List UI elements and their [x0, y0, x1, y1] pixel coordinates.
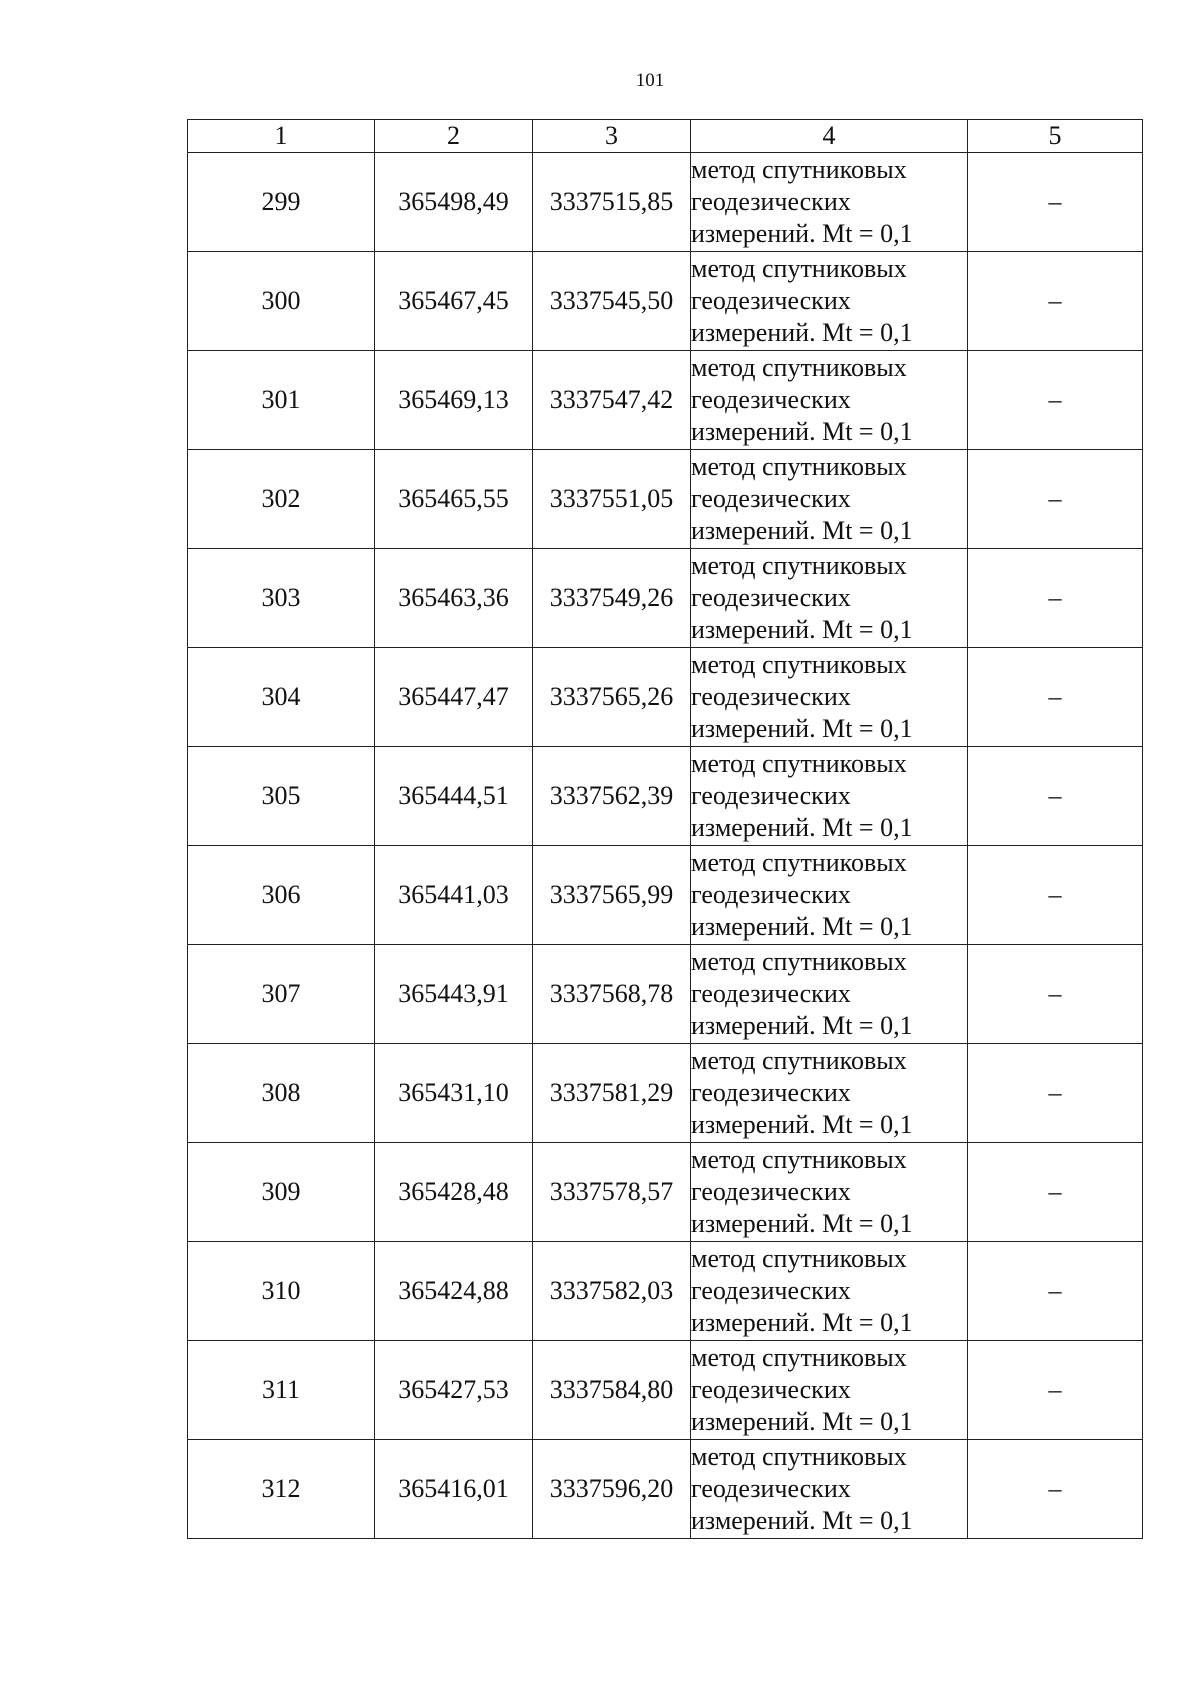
- method-cell: [691, 549, 968, 648]
- method-line: измерений. Mt = 0,1: [691, 1110, 913, 1139]
- method-line: геодезических: [691, 484, 851, 513]
- column-5-cell: –: [968, 153, 1143, 252]
- point-number-cell: 312: [188, 1440, 375, 1539]
- y-coordinate-cell: 3337584,80: [533, 1341, 691, 1440]
- table-row: [188, 1044, 1143, 1143]
- method-cell: [691, 153, 968, 252]
- method-line: измерений. Mt = 0,1: [691, 1011, 913, 1040]
- x-coordinate-cell: 365431,10: [375, 1044, 533, 1143]
- method-line: геодезических: [691, 1276, 851, 1305]
- column-5-cell: –: [968, 747, 1143, 846]
- method-line: метод спутниковых: [691, 1442, 907, 1471]
- table-row: [188, 351, 1143, 450]
- y-coordinate-cell: 3337547,42: [533, 351, 691, 450]
- method-line: измерений. Mt = 0,1: [691, 417, 913, 446]
- method-line: метод спутниковых: [691, 353, 907, 382]
- point-number-cell: 308: [188, 1044, 375, 1143]
- column-5-cell: –: [968, 945, 1143, 1044]
- method-line: метод спутниковых: [691, 254, 907, 283]
- method-cell: [691, 351, 968, 450]
- header-cell: 1: [188, 120, 375, 153]
- column-5-cell: –: [968, 1143, 1143, 1242]
- method-line: метод спутниковых: [691, 452, 907, 481]
- header-cell: 3: [533, 120, 691, 153]
- y-coordinate-cell: 3337596,20: [533, 1440, 691, 1539]
- table-row: [188, 846, 1143, 945]
- table-row: [188, 1341, 1143, 1440]
- point-number-cell: 305: [188, 747, 375, 846]
- method-line: измерений. Mt = 0,1: [691, 1506, 913, 1535]
- table-row: [188, 252, 1143, 351]
- method-line: геодезических: [691, 187, 851, 216]
- method-line: геодезических: [691, 1375, 851, 1404]
- method-cell: [691, 747, 968, 846]
- point-number-cell: 301: [188, 351, 375, 450]
- method-cell: [691, 846, 968, 945]
- column-5-cell: –: [968, 1242, 1143, 1341]
- method-line: геодезических: [691, 286, 851, 315]
- method-line: геодезических: [691, 682, 851, 711]
- table-row: [188, 153, 1143, 252]
- method-line: метод спутниковых: [691, 947, 907, 976]
- method-line: метод спутниковых: [691, 650, 907, 679]
- table-row: [188, 945, 1143, 1044]
- y-coordinate-cell: 3337568,78: [533, 945, 691, 1044]
- header-cell: 4: [691, 120, 968, 153]
- y-coordinate-cell: 3337545,50: [533, 252, 691, 351]
- point-number-cell: 304: [188, 648, 375, 747]
- x-coordinate-cell: 365447,47: [375, 648, 533, 747]
- method-line: метод спутниковых: [691, 1244, 907, 1273]
- method-line: измерений. Mt = 0,1: [691, 1209, 913, 1238]
- method-cell: [691, 1143, 968, 1242]
- point-number-cell: 306: [188, 846, 375, 945]
- column-5-cell: –: [968, 1044, 1143, 1143]
- point-number-cell: 302: [188, 450, 375, 549]
- header-cell: 2: [375, 120, 533, 153]
- point-number-cell: 310: [188, 1242, 375, 1341]
- y-coordinate-cell: 3337578,57: [533, 1143, 691, 1242]
- table-row: [188, 648, 1143, 747]
- x-coordinate-cell: 365416,01: [375, 1440, 533, 1539]
- method-cell: [691, 945, 968, 1044]
- method-line: геодезических: [691, 880, 851, 909]
- table-row: [188, 747, 1143, 846]
- method-line: метод спутниковых: [691, 1145, 907, 1174]
- method-line: измерений. Mt = 0,1: [691, 714, 913, 743]
- x-coordinate-cell: 365463,36: [375, 549, 533, 648]
- table-body: [188, 153, 1143, 1539]
- method-line: геодезических: [691, 979, 851, 1008]
- method-line: измерений. Mt = 0,1: [691, 813, 913, 842]
- column-5-cell: –: [968, 648, 1143, 747]
- x-coordinate-cell: 365428,48: [375, 1143, 533, 1242]
- column-5-cell: –: [968, 846, 1143, 945]
- method-line: метод спутниковых: [691, 749, 907, 778]
- method-cell: [691, 1242, 968, 1341]
- x-coordinate-cell: 365427,53: [375, 1341, 533, 1440]
- method-line: метод спутниковых: [691, 551, 907, 580]
- x-coordinate-cell: 365424,88: [375, 1242, 533, 1341]
- page-number: 101: [635, 70, 665, 91]
- x-coordinate-cell: 365469,13: [375, 351, 533, 450]
- method-line: геодезических: [691, 583, 851, 612]
- column-5-cell: –: [968, 549, 1143, 648]
- point-number-cell: 299: [188, 153, 375, 252]
- y-coordinate-cell: 3337515,85: [533, 153, 691, 252]
- method-line: измерений. Mt = 0,1: [691, 615, 913, 644]
- method-line: метод спутниковых: [691, 155, 907, 184]
- x-coordinate-cell: 365441,03: [375, 846, 533, 945]
- point-number-cell: 309: [188, 1143, 375, 1242]
- y-coordinate-cell: 3337549,26: [533, 549, 691, 648]
- coordinates-table: [187, 119, 1143, 1539]
- column-5-cell: –: [968, 351, 1143, 450]
- method-cell: [691, 450, 968, 549]
- method-line: метод спутниковых: [691, 1046, 907, 1075]
- method-line: измерений. Mt = 0,1: [691, 219, 913, 248]
- method-line: метод спутниковых: [691, 1343, 907, 1372]
- method-line: измерений. Mt = 0,1: [691, 318, 913, 347]
- table-row: [188, 1143, 1143, 1242]
- method-line: измерений. Mt = 0,1: [691, 1308, 913, 1337]
- y-coordinate-cell: 3337565,26: [533, 648, 691, 747]
- table-header: [188, 120, 1143, 153]
- x-coordinate-cell: 365498,49: [375, 153, 533, 252]
- y-coordinate-cell: 3337581,29: [533, 1044, 691, 1143]
- method-line: измерений. Mt = 0,1: [691, 912, 913, 941]
- point-number-cell: 311: [188, 1341, 375, 1440]
- column-5-cell: –: [968, 1440, 1143, 1539]
- table-row: [188, 1440, 1143, 1539]
- method-line: геодезических: [691, 1474, 851, 1503]
- point-number-cell: 307: [188, 945, 375, 1044]
- method-line: геодезических: [691, 1078, 851, 1107]
- point-number-cell: 303: [188, 549, 375, 648]
- method-line: метод спутниковых: [691, 848, 907, 877]
- method-line: измерений. Mt = 0,1: [691, 1407, 913, 1436]
- method-cell: [691, 252, 968, 351]
- column-5-cell: –: [968, 252, 1143, 351]
- header-cell: 5: [968, 120, 1143, 153]
- method-cell: [691, 1341, 968, 1440]
- method-cell: [691, 1440, 968, 1539]
- x-coordinate-cell: 365443,91: [375, 945, 533, 1044]
- y-coordinate-cell: 3337551,05: [533, 450, 691, 549]
- method-line: геодезических: [691, 1177, 851, 1206]
- method-cell: [691, 648, 968, 747]
- table-row: [188, 549, 1143, 648]
- column-5-cell: –: [968, 1341, 1143, 1440]
- x-coordinate-cell: 365444,51: [375, 747, 533, 846]
- table-row: [188, 450, 1143, 549]
- x-coordinate-cell: 365465,55: [375, 450, 533, 549]
- method-line: геодезических: [691, 781, 851, 810]
- method-cell: [691, 1044, 968, 1143]
- y-coordinate-cell: 3337562,39: [533, 747, 691, 846]
- method-line: измерений. Mt = 0,1: [691, 516, 913, 545]
- method-line: геодезических: [691, 385, 851, 414]
- x-coordinate-cell: 365467,45: [375, 252, 533, 351]
- column-5-cell: –: [968, 450, 1143, 549]
- table-row: [188, 1242, 1143, 1341]
- point-number-cell: 300: [188, 252, 375, 351]
- header-row: [188, 120, 1143, 153]
- y-coordinate-cell: 3337565,99: [533, 846, 691, 945]
- y-coordinate-cell: 3337582,03: [533, 1242, 691, 1341]
